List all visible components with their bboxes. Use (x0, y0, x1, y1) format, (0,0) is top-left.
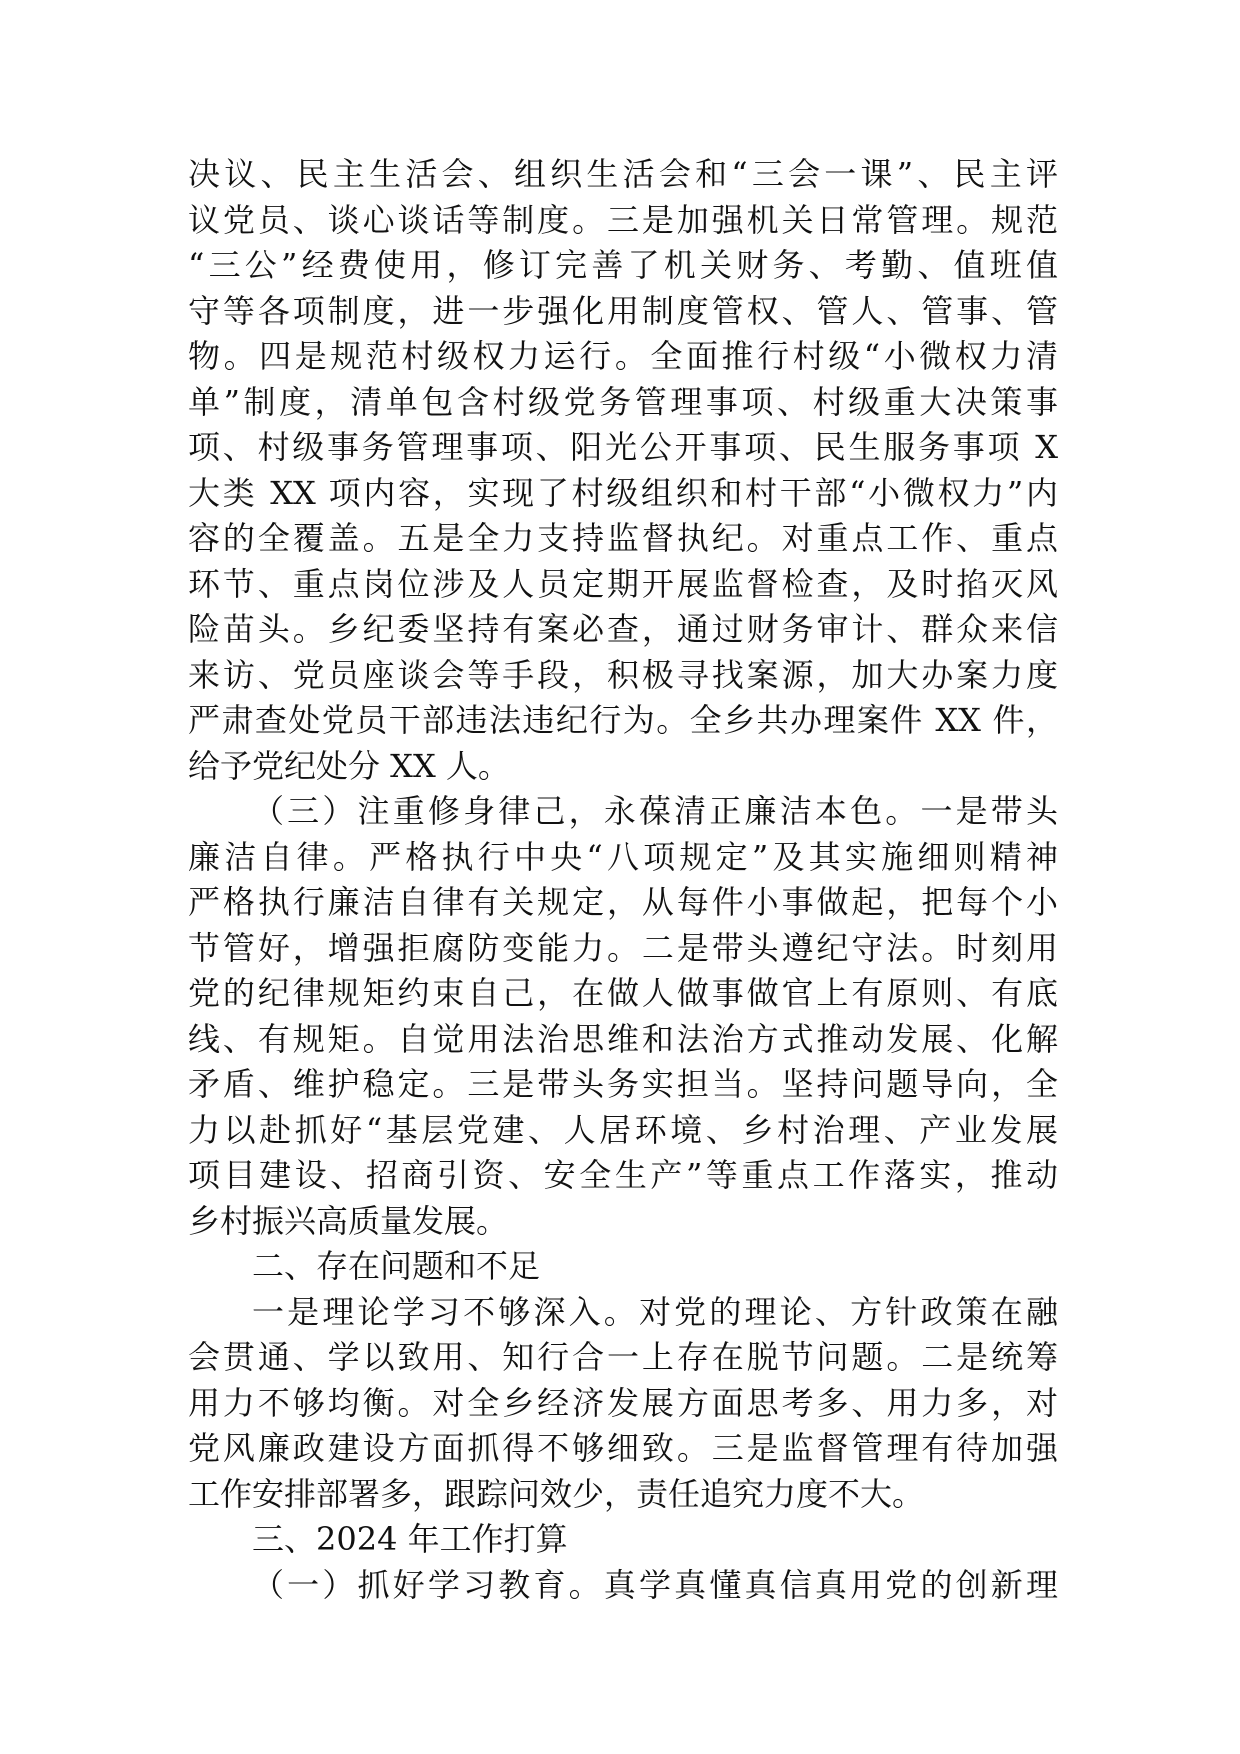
text-line: 力以赴抓好“基层党建、人居环境、乡村治理、产业发展 (188, 1110, 1058, 1149)
text-line: 党的纪律规矩约束自己，在做人做事做官上有原则、有底 (188, 974, 1058, 1012)
text-line: 环节、重点岗位涉及人员定期开展监督检查，及时掐灭风 (188, 564, 1058, 603)
text-line: 用力不够均衡。对全乡经济发展方面思考多、用力多，对 (188, 1383, 1058, 1422)
text-line: 一是理论学习不够深入。对党的理论、方针政策在融 (252, 1292, 1058, 1331)
text-line: 容的全覆盖。五是全力支持监督执纪。对重点工作、重点 (188, 519, 1058, 557)
text-line: 线、有规矩。自觉用法治思维和法治方式推动发展、化解 (188, 1019, 1058, 1058)
text-line: 大类 XX 项内容，实现了村级组织和村干部“小微权力”内 (188, 473, 1058, 512)
text-line: 物。四是规范村级权力运行。全面推行村级“小微权力清 (188, 337, 1058, 375)
text-line: 严格执行廉洁自律有关规定，从每件小事做起，把每个小 (188, 883, 1058, 921)
text-line: 严肃查处党员干部违法违纪行为。全乡共办理案件 XX 件， (188, 701, 1058, 739)
text-line: 工作安排部署多，跟踪问效少，责任追究力度不大。 (188, 1474, 925, 1513)
text-line: “三公”经费使用，修订完善了机关财务、考勤、值班值 (188, 246, 1058, 284)
text-line: 三、2024 年工作打算 (252, 1520, 568, 1558)
text-line: 廉洁自律。严格执行中央“八项规定”及其实施细则精神 (188, 837, 1058, 876)
text-line: 决议、民主生活会、组织生活会和“三会一课”、民主评 (188, 155, 1058, 193)
text-line: 议党员、谈心谈话等制度。三是加强机关日常管理。规范 (188, 200, 1058, 239)
text-line: 守等各项制度，进一步强化用制度管权、管人、管事、管 (188, 291, 1058, 330)
text-line: 单”制度，清单包含村级党务管理事项、村级重大决策事 (188, 382, 1058, 421)
text-line: 会贯通、学以致用、知行合一上存在脱节问题。二是统筹 (188, 1338, 1058, 1376)
text-line: 险苗头。乡纪委坚持有案必查，通过财务审计、群众来信 (188, 610, 1058, 648)
text-line: 矛盾、维护稳定。三是带头务实担当。坚持问题导向，全 (188, 1065, 1058, 1103)
text-line: 节管好，增强拒腐防变能力。二是带头遵纪守法。时刻用 (188, 928, 1058, 967)
text-line: 项目建设、招商引资、安全生产”等重点工作落实，推动 (188, 1156, 1058, 1194)
text-line: 党风廉政建设方面抓得不够细致。三是监督管理有待加强 (188, 1429, 1058, 1467)
text-line: 给予党纪处分 XX 人。 (188, 746, 510, 785)
text-line: 项、村级事务管理事项、阳光公开事项、民生服务事项 X (188, 428, 1058, 466)
text-line: 乡村振兴高质量发展。 (188, 1201, 509, 1240)
text-line: （一）抓好学习教育。真学真懂真信真用党的创新理 (252, 1565, 1058, 1604)
text-line: 来访、党员座谈会等手段，积极寻找案源，加大办案力度 (188, 655, 1058, 694)
text-line: 二、存在问题和不足 (252, 1247, 541, 1285)
text-line: （三）注重修身律己，永葆清正廉洁本色。一是带头 (252, 792, 1058, 830)
body-text (188, 152, 1058, 1608)
